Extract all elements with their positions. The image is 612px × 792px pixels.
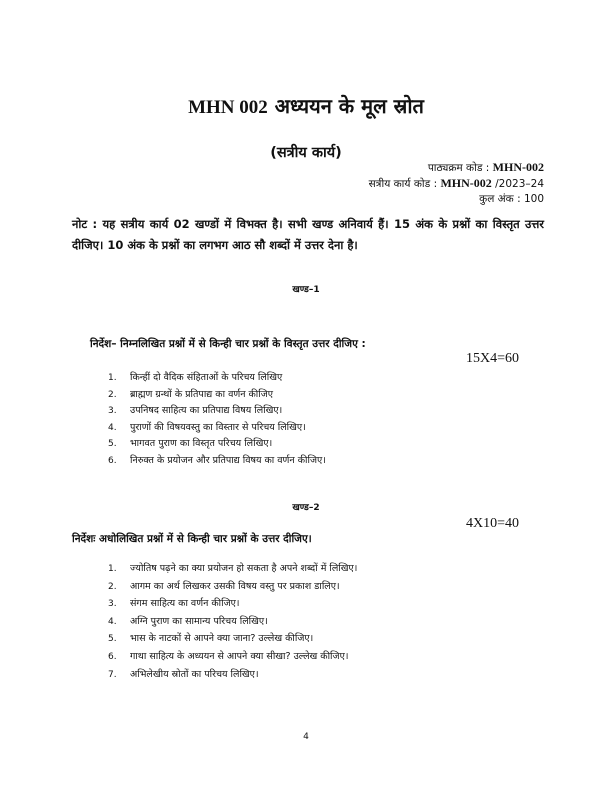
question-item: 4. अग्नि पुराण का सामान्य परिचय लिखिए। (108, 615, 268, 627)
page-number: 4 (303, 732, 309, 742)
section-1-question-list (108, 370, 326, 469)
assignment-code: MHN-002 (440, 176, 492, 190)
section-2-heading: खण्ड–2 (292, 503, 320, 513)
section-2-instruction: निर्देशः अधोलिखित प्रश्नों में से किन्ही चार प्रश्नों के उत्तर दीजिए। (72, 533, 312, 545)
section-2-question-list (108, 561, 357, 684)
section-1-instruction: निर्देश– निम्नलिखित प्रश्नों में से किन्ही चार प्रश्नों के विस्तृत उत्तर दीजिए : (90, 338, 366, 350)
programme-code: MHN-002 (492, 160, 544, 174)
total-marks: 100 (523, 193, 544, 205)
question-item: 2. आगम का अर्थ लिखकर उसकी विषय वस्तु पर प्रकाश डालिए। (108, 580, 340, 592)
question-item: 6. निरुक्त के प्रयोजन और प्रतिपाद्य विषय का वर्णन कीजिए। (108, 454, 326, 466)
question-item: 7. अभिलेखीय स्रोतों का परिचय लिखिए। (108, 668, 259, 680)
page-title (0, 92, 612, 119)
page-subtitle: (सत्रीय कार्य) (270, 145, 342, 161)
assignment-code-label: सत्रीय कार्य कोड : (368, 178, 438, 190)
question-item: 3. उपनिषद साहित्य का प्रतिपाद्य विषय लिखिए। (108, 405, 283, 416)
question-item: 2. ब्राह्मण ग्रन्थों के प्रतिपाद्य का वर्णन कीजिए (108, 388, 274, 400)
question-item: 1. किन्हीं दो वैदिक संहिताओं के परिचय लिखिए (108, 372, 283, 383)
programme-code-label: पाठ्यक्रम कोड : (427, 162, 490, 174)
assignment-code-line (369, 176, 544, 191)
total-marks-line (479, 192, 544, 206)
note-paragraph: नोट : यह सत्रीय कार्य 02 खण्डों में विभक्त है। सभी खण्ड अनिवार्य हैं। 15 अंक के प्रश्नों का विस्तृत उत्तर दीजिए। 10 अंक के प्रश्नों का लगभग आठ सौ शब्दों में उत्तर देना है। (72, 217, 544, 252)
question-item: 6. गाथा साहित्य के अध्ययन से आपने क्या सीखा? उल्लेख कीजिए। (108, 650, 349, 662)
question-item: 5. भास के नाटकों से आपने क्या जाना? उल्लेख कीजिए। (108, 633, 314, 645)
course-title: अध्ययन के मूल स्रोत (274, 94, 424, 118)
question-item: 1. ज्योतिष पढ़ने का क्या प्रयोजन हो सकता है अपने शब्दों में लिखिए। (108, 563, 358, 574)
programme-code-line (428, 160, 544, 175)
section-1-heading: खण्ड–1 (292, 285, 320, 295)
question-item: 3. संगम साहित्य का वर्णन कीजिए। (108, 598, 240, 610)
total-marks-label: कुल अंक : (479, 193, 521, 205)
section-2-marks: 4X10=40 (466, 516, 520, 531)
section-1-marks: 15X4=60 (466, 351, 520, 366)
question-item: 4. पुराणों की विषयवस्तु का विस्तार से परिचय लिखिए। (108, 421, 306, 433)
assignment-year: /2023–24 (495, 178, 544, 190)
question-item: 5. भागवत पुराण का विस्तृत परिचय लिखिए। (108, 438, 273, 449)
course-code: MHN 002 (188, 97, 268, 118)
